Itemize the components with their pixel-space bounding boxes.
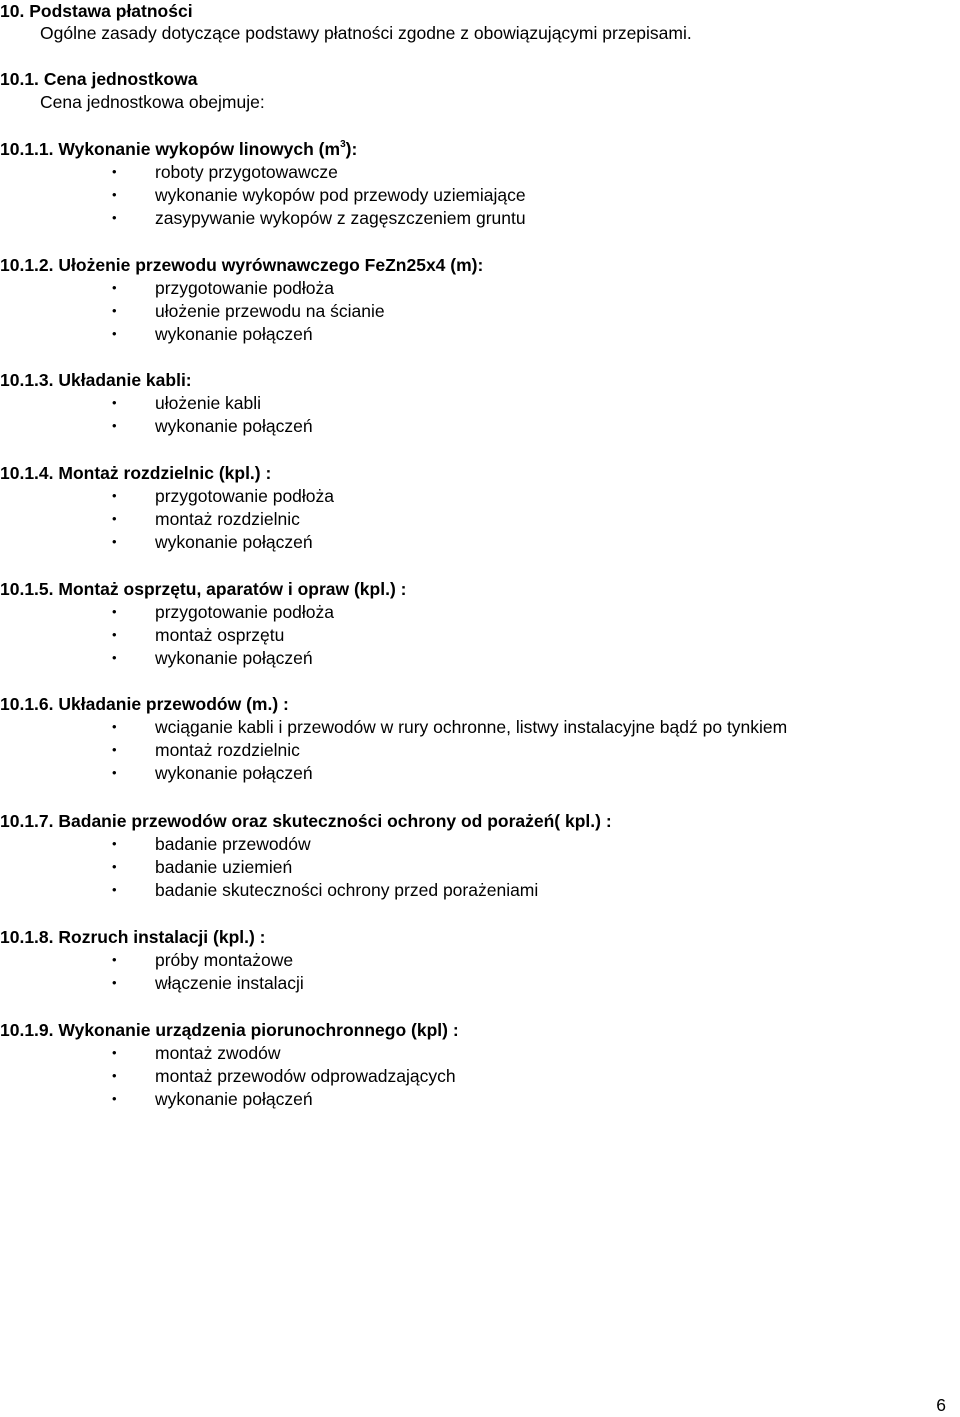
bullet-icon: • <box>112 742 117 757</box>
bullet-icon: • <box>112 836 117 851</box>
subsection-title-end: ): <box>345 139 358 159</box>
subsection-title: Rozruch instalacji (kpl.) : <box>58 927 266 947</box>
list-item: montaż zwodów <box>155 1043 281 1063</box>
subsection-number: 10.1.2. <box>0 255 59 275</box>
bullet-icon: • <box>112 650 117 665</box>
list-item: wykonanie połączeń <box>155 532 313 552</box>
bullet-icon: • <box>112 952 117 967</box>
subsection-heading <box>0 926 266 948</box>
heading-number: 10.1. <box>0 69 39 89</box>
subsection-heading <box>0 1019 459 1041</box>
subsection-number: 10.1.3. <box>0 370 59 390</box>
list-item: ułożenie kabli <box>155 393 262 413</box>
bullet-icon: • <box>112 280 117 295</box>
subsection-heading <box>0 254 483 276</box>
subsection-heading <box>0 693 289 715</box>
bullet-icon: • <box>112 627 117 642</box>
list-item: włączenie instalacji <box>155 973 304 993</box>
list-item: montaż rozdzielnic <box>155 509 300 529</box>
bullet-icon: • <box>112 1045 117 1060</box>
subsection-title: Wykonanie urządzenia piorunochronnego (kpl) : <box>58 1020 459 1040</box>
subsection-title: Montaż rozdzielnic (kpl.) : <box>58 463 272 483</box>
bullet-icon: • <box>112 303 117 318</box>
list-item: wykonanie połączeń <box>155 324 313 344</box>
bullet-icon: • <box>112 511 117 526</box>
subsection-number: 10.1.7. <box>0 811 59 831</box>
bullet-icon: • <box>112 1068 117 1083</box>
list-item: roboty przygotowawcze <box>155 162 338 182</box>
list-item: wykonanie połączeń <box>155 648 313 668</box>
list-item: przygotowanie podłoża <box>155 278 335 298</box>
subsection-number: 10.1.9. <box>0 1020 59 1040</box>
list-item: przygotowanie podłoża <box>155 602 335 622</box>
bullet-icon: • <box>112 975 117 990</box>
bullet-icon: • <box>112 210 117 225</box>
list-item: wykonanie wykopów pod przewody uziemiające <box>155 185 526 205</box>
subsection-title: Układanie kabli: <box>58 370 192 390</box>
list-item: przygotowanie podłoża <box>155 486 335 506</box>
bullet-icon: • <box>112 187 117 202</box>
bullet-icon: • <box>112 1091 117 1106</box>
subsection-number: 10.1.6. <box>0 694 59 714</box>
heading-title: Cena jednostkowa <box>43 69 198 89</box>
list-item: wykonanie połączeń <box>155 1089 313 1109</box>
bullet-icon: • <box>112 395 117 410</box>
subsection-heading <box>0 810 612 832</box>
list-item: badanie uziemień <box>155 857 293 877</box>
list-item: ułożenie przewodu na ścianie <box>155 301 385 321</box>
bullet-icon: • <box>112 534 117 549</box>
subsection-heading <box>0 578 406 600</box>
list-item: badanie przewodów <box>155 834 311 854</box>
list-item: wykonanie połączeń <box>155 416 313 436</box>
section-heading-10 <box>0 0 193 22</box>
subsection-number: 10.1.1. <box>0 139 59 159</box>
subsection-number: 10.1.5. <box>0 579 59 599</box>
subsection-number: 10.1.4. <box>0 463 59 483</box>
list-item: wykonanie połączeń <box>155 763 313 783</box>
bullet-icon: • <box>112 719 117 734</box>
heading-title: Podstawa płatności <box>29 1 193 21</box>
heading-number: 10. <box>0 1 25 21</box>
list-item: montaż przewodów odprowadzających <box>155 1066 456 1086</box>
subsection-title: Ułożenie przewodu wyrównawczego FeZn25x4 (m): <box>58 255 484 275</box>
bullet-icon: • <box>112 418 117 433</box>
subsection-title: Badanie przewodów oraz skuteczności ochrony od porażeń( kpl.) : <box>58 811 612 831</box>
subsection-heading <box>0 369 192 391</box>
intro-paragraph: Ogólne zasady dotyczące podstawy płatności zgodne z obowiązującymi przepisami. <box>40 23 692 43</box>
list-item: próby montażowe <box>155 950 294 970</box>
list-item: zasypywanie wykopów z zagęszczeniem gruntu <box>155 208 526 228</box>
subsection-title: Montaż osprzętu, aparatów i opraw (kpl.) : <box>58 579 407 599</box>
list-item: badanie skuteczności ochrony przed porażeniami <box>155 880 539 900</box>
bullet-icon: • <box>112 882 117 897</box>
bullet-icon: • <box>112 859 117 874</box>
bullet-icon: • <box>112 164 117 179</box>
list-item: montaż osprzętu <box>155 625 285 645</box>
subsection-title: Układanie przewodów (m.) : <box>58 694 289 714</box>
bullet-icon: • <box>112 326 117 341</box>
list-item: wciąganie kabli i przewodów w rury ochronne, listwy instalacyjne bądź po tynkiem <box>155 717 788 737</box>
subsection-heading <box>0 462 271 484</box>
bullet-icon: • <box>112 604 117 619</box>
unit-superscript: 3 <box>340 139 346 151</box>
section-heading-10-1 <box>0 68 197 90</box>
intro-paragraph-10-1: Cena jednostkowa obejmuje: <box>40 92 265 112</box>
subsection-title: Wykonanie wykopów linowych (m <box>58 139 341 159</box>
page-number: 6 <box>936 1395 946 1415</box>
bullet-icon: • <box>112 488 117 503</box>
subsection-number: 10.1.8. <box>0 927 59 947</box>
bullet-icon: • <box>112 765 117 780</box>
subsection-heading <box>0 138 357 160</box>
list-item: montaż rozdzielnic <box>155 740 300 760</box>
